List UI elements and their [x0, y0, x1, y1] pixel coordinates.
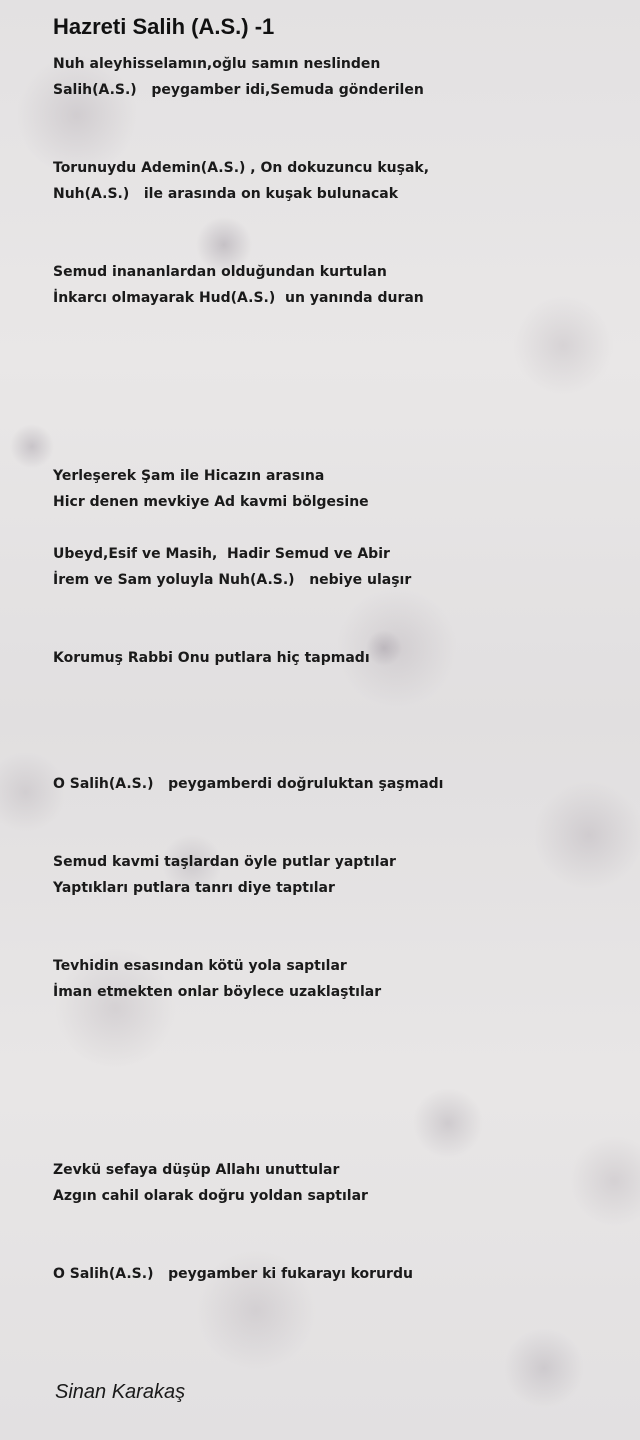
poem-line: O Salih(A.S.) peygamberdi doğruluktan şaşmadı	[53, 776, 444, 792]
stanza	[53, 463, 369, 515]
poem-line: İrem ve Sam yoluyla Nuh(A.S.) nebiye ulaşır	[53, 572, 412, 588]
stanza	[53, 541, 411, 593]
poem-line: İman etmekten onlar böylece uzaklaştılar	[53, 984, 382, 1000]
poem-line: Nuh aleyhisselamın,oğlu samın neslinden	[53, 56, 381, 72]
poem-line: Semud kavmi taşlardan öyle putlar yaptılar	[53, 854, 396, 870]
poem-line: Azgın cahil olarak doğru yoldan saptılar	[53, 1188, 368, 1204]
poem-line: Yerleşerek Şam ile Hicazın arasına	[53, 468, 325, 484]
poem-line: Hicr denen mevkiye Ad kavmi bölgesine	[53, 494, 369, 510]
stanza	[53, 259, 424, 311]
poem-line: İnkarcı olmayarak Hud(A.S.) un yanında duran	[53, 290, 424, 306]
stanza	[53, 849, 396, 901]
stanza	[53, 51, 424, 103]
stanza	[53, 645, 370, 671]
poem-line: Nuh(A.S.) ile arasında on kuşak bulunacak	[53, 186, 399, 202]
poem-line: Salih(A.S.) peygamber idi,Semuda gönderilen	[53, 82, 424, 98]
stanza	[53, 155, 429, 207]
stanza	[53, 771, 443, 797]
poem-line: Semud inananlardan olduğundan kurtulan	[53, 264, 387, 280]
poem-author: Sinan Karakaş	[55, 1381, 186, 1403]
poem-line: Torunuydu Ademin(A.S.) , On dokuzuncu kuşak,	[53, 160, 430, 176]
poem-line: Korumuş Rabbi Onu putlara hiç tapmadı	[53, 650, 370, 666]
stanza	[53, 953, 381, 1005]
poem-line: Ubeyd,Esif ve Masih, Hadir Semud ve Abir	[53, 546, 390, 562]
poem-line: Tevhidin esasından kötü yola saptılar	[53, 958, 347, 974]
poem-line: O Salih(A.S.) peygamber ki fukarayı korurdu	[53, 1266, 413, 1282]
poem-title: Hazreti Salih (A.S.) -1	[53, 14, 275, 39]
stanza	[53, 1261, 413, 1287]
poem-line: Zevkü sefaya düşüp Allahı unuttular	[53, 1162, 340, 1178]
poem-line: Yaptıkları putlara tanrı diye taptılar	[53, 880, 335, 896]
stanza	[53, 1157, 368, 1209]
